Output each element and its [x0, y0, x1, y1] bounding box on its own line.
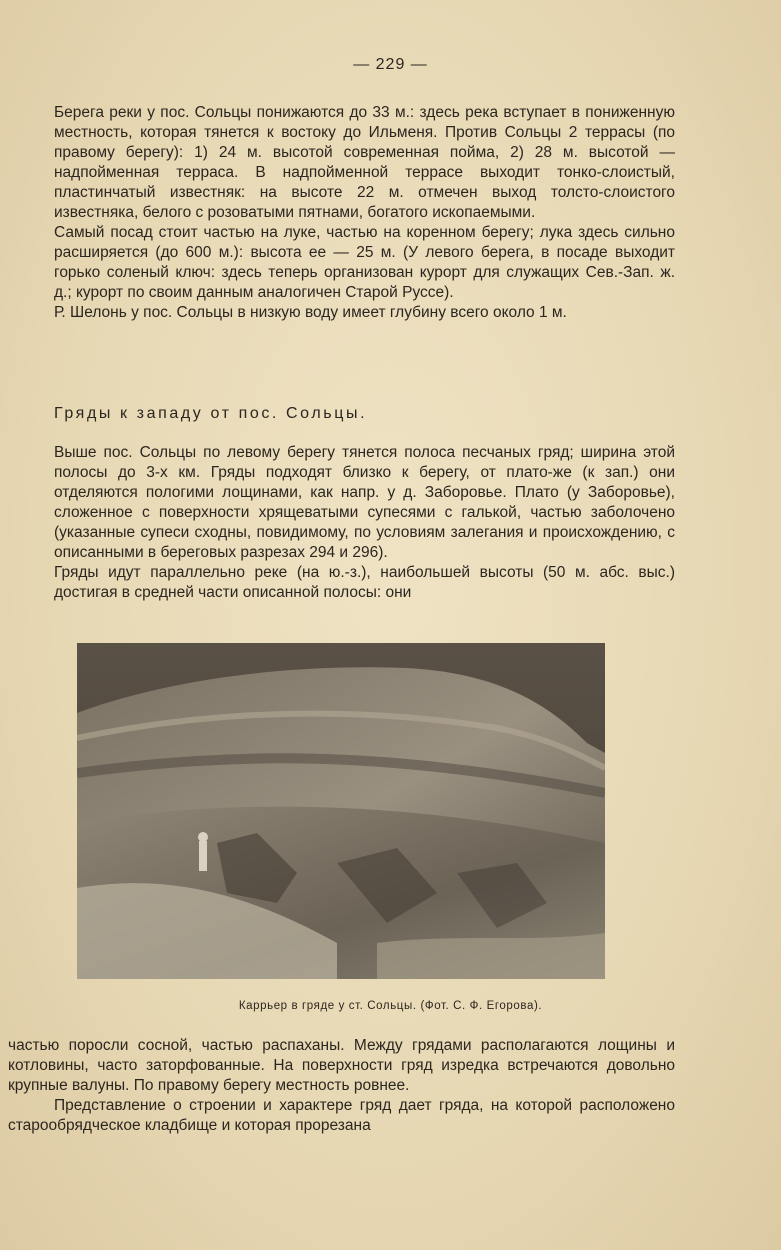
paragraph: Р. Шелонь у пос. Сольцы в низкую воду имеет глубину всего около 1 м.: [54, 304, 567, 321]
paragraph: Самый посад стоит частью на луке, частью на коренном берегу; лука здесь сильно расширяется (до 600 м.): высота ее — 25 м. (У левого берега, в посаде выходит горько соленый ключ: здесь теперь организован курорт для служащих Сев.-Зап. ж. д.; курорт по своим данным аналогичен Старой Руссе).: [54, 224, 675, 301]
text-section-bottom: [8, 1036, 675, 1136]
paragraph: Гряды идут параллельно реке (на ю.-з.), наибольшей высоты (50 м. абс. выс.) достигая в средней части описанной полосы: они: [54, 564, 675, 601]
quarry-photo: [77, 643, 605, 979]
page-number: — 229 —: [353, 56, 428, 73]
paragraph: Выше пос. Сольцы по левому берегу тянется полоса песчаных гряд; ширина этой полосы до 3-х км. Гряды подходят близко к берегу, от плато-же (к зап.) они отделяются пологими лощинами, как напр. у д. Заборовье. Плато (у Заборовье), сложенное с поверхности хрящеватыми супесями с галькой, частью заболочено (указанные супеси сходны, повидимому, по условиям залегания и происхождению, с описанными в береговых разрезах 294 и 296).: [54, 444, 675, 561]
photo-caption: Каррьер в гряде у ст. Сольцы. (Фот. С. Ф. Егорова).: [238, 1000, 543, 1012]
paragraph: частью поросли сосной, частью распаханы. Между грядами располагаются лощины и котловины, часто заторфованные. На поверхности гряд изредка встречаются довольно крупные валуны. По правому берегу местность ровнее.: [8, 1037, 675, 1094]
paragraph: Представление о строении и характере гряд дает гряда, на которой расположено старообрядческое кладбище и которая прорезана: [8, 1097, 675, 1134]
paragraph: Берега реки у пос. Сольцы понижаются до 33 м.: здесь река вступает в пониженную местность, которая тянется к востоку до Ильменя. Против Сольцы 2 террасы (по правому берегу): 1) 24 м. высотой современная пойма, 2) 28 м. высотой — надпойменная терраса. В надпойменной террасе выходит тонко-слоистый, пластинчатый известняк: на высоте 22 м. отмечен выход толсто-слоистого известняка, белого с розоватыми пятнами, богатого ископаемыми.: [54, 104, 675, 221]
text-section-top: [8, 103, 675, 323]
section-heading: Гряды к западу от пос. Сольцы.: [54, 405, 368, 422]
text-section-middle: [8, 443, 675, 603]
